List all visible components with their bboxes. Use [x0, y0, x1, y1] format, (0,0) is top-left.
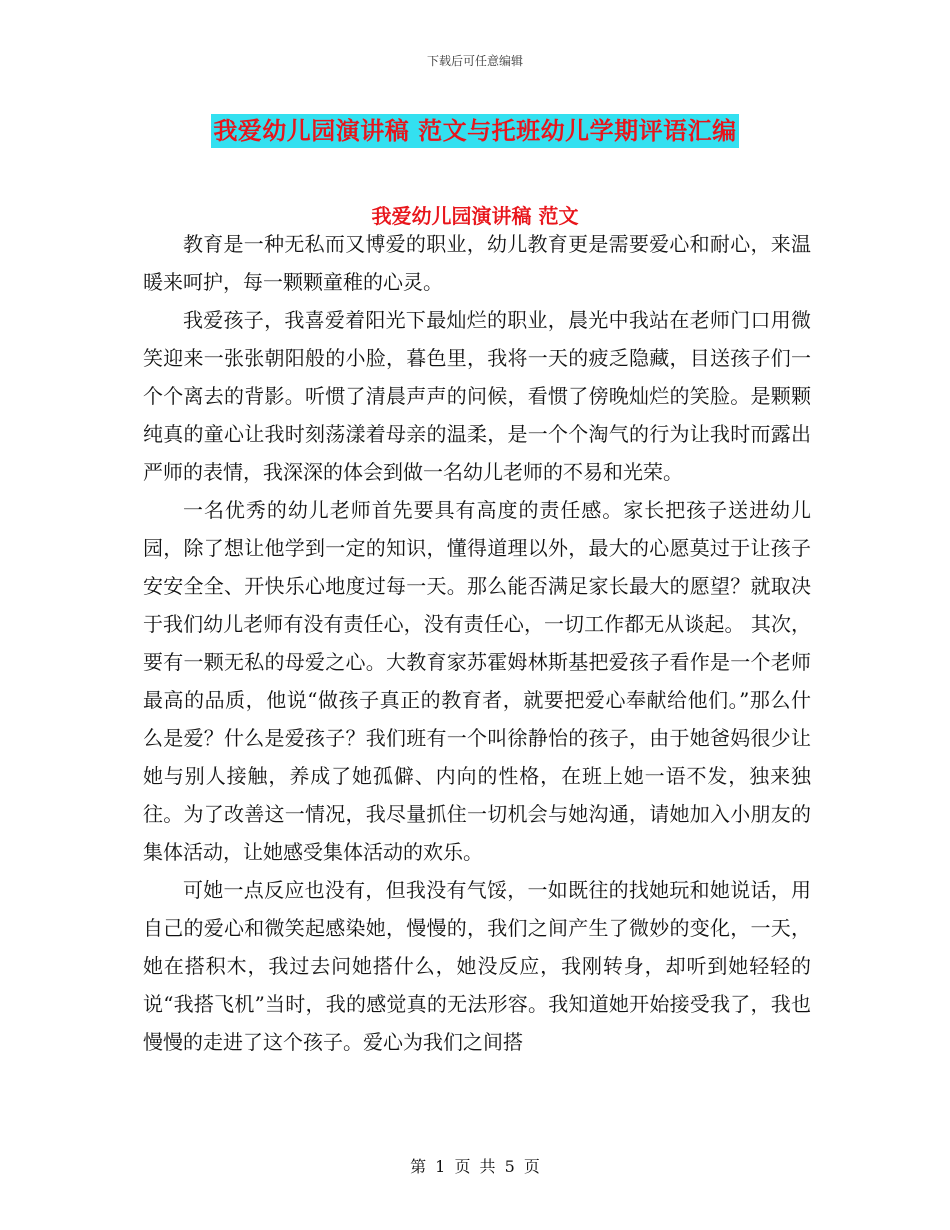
paragraph: 可她一点反应也没有，但我没有气馁，一如既往的找她玩和她说话，用自己的爱心和微笑起感染她，慢慢的，我们之间产生了微妙的变化，一天，她在搭积木，我过去问她搭什么，她没反应，我刚转身，却听到她轻轻的说“我搭飞机”当时，我的感觉真的无法形容。我知道她开始接受我了，我也慢慢的走进了这个孩子。爱心为我们之间搭: [143, 878, 811, 1054]
page-number-footer: 第 1 页 共 5 页: [410, 1157, 540, 1176]
section-title: 我爱幼儿园演讲稿 范文: [371, 204, 579, 228]
paragraph: 一名优秀的幼儿老师首先要具有高度的责任感。家长把孩子送进幼儿园，除了想让他学到一定的知识，懂得道理以外，最大的心愿莫过于让孩子安安全全、开快乐心地度过每一天。那么能否满足家长最大的愿望？就取决于我们幼儿老师有没有责任心，没有责任心，一切工作都无从谈起。 其次，要有一颗无私的母爱之心。大教育家苏霍姆林斯基把爱孩子看作是一个老师最高的品质，他说“做孩子真正的教育者，就要把爱心奉献给他们。”那么什么是爱？什么是爱孩子？我们班有一个叫徐静怡的孩子，由于她爸妈很少让她与别人接触，养成了她孤僻、内向的性格，在班上她一语不发，独来独往。为了改善这一情况，我尽量抓住一切机会与她沟通，请她加入小朋友的集体活动，让她感受集体活动的欢乐。: [143, 498, 811, 864]
paragraph: 我爱孩子，我喜爱着阳光下最灿烂的职业，晨光中我站在老师门口用微笑迎来一张张朝阳般的小脸，暮色里，我将一天的疲乏隐藏，目送孩子们一个个离去的背影。听惯了清晨声声的问候，看惯了傍晚灿烂的笑脸。是颗颗纯真的童心让我时刻荡漾着母亲的温柔，是一个个淘气的行为让我时而露出严师的表情，我深深的体会到做一名幼儿老师的不易和光荣。: [143, 308, 811, 484]
main-title-container: [0, 114, 950, 148]
paragraph: 教育是一种无私而又博爱的职业，幼儿教育更是需要爱心和耐心，来温暖来呵护，每一颗颗童稚的心灵。: [143, 232, 811, 294]
main-title: 我爱幼儿园演讲稿 范文与托班幼儿学期评语汇编: [211, 114, 738, 148]
header-note: 下载后可任意编辑: [426, 54, 523, 68]
body-text: [143, 225, 811, 1061]
